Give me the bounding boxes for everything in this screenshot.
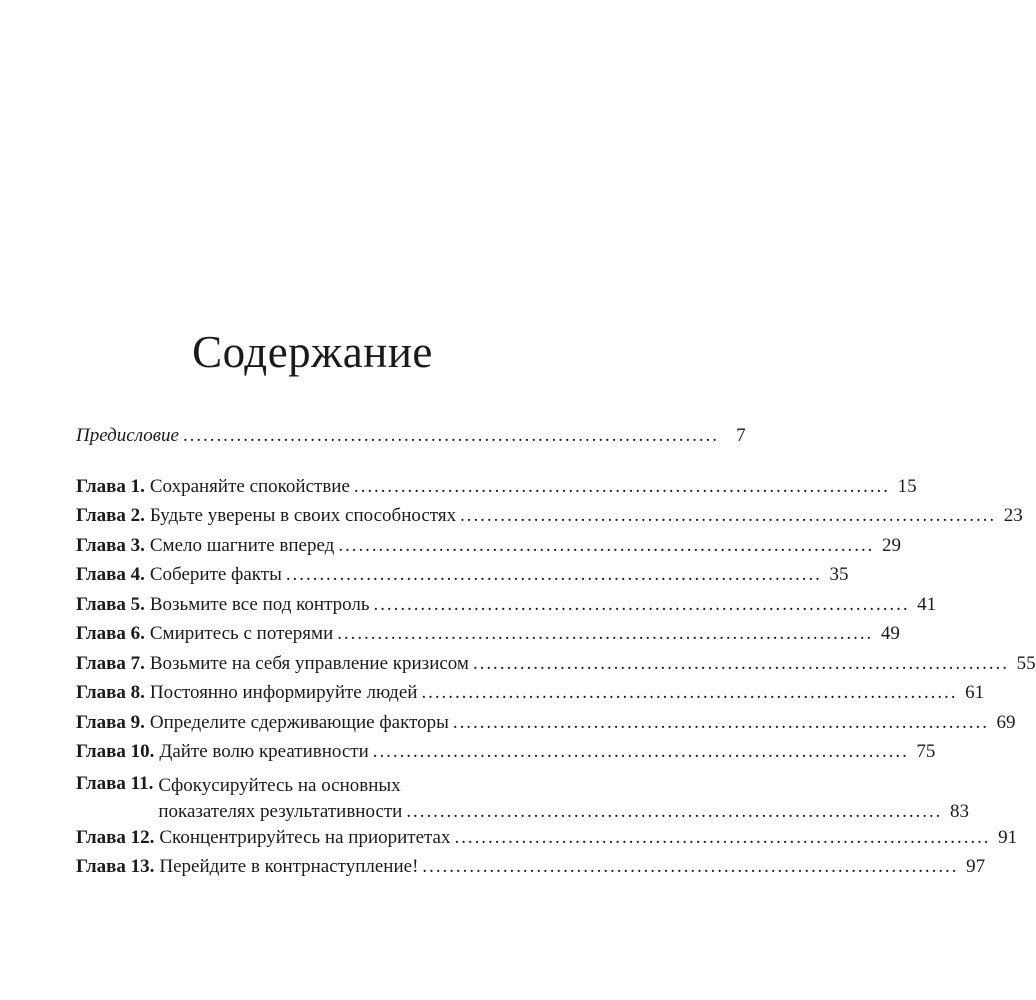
- dot-leader: [286, 564, 819, 586]
- dot-leader: [374, 594, 907, 616]
- chapter-label: Глава 7.: [76, 652, 145, 674]
- dot-leader: [406, 801, 939, 823]
- toc-entry-page: 41: [917, 593, 937, 615]
- toc-entry-page: 69: [996, 711, 1016, 733]
- chapter-label: Глава 2.: [76, 505, 145, 526]
- toc-entry-page: 75: [916, 741, 936, 762]
- toc-entry-chapter-7: [76, 652, 1036, 683]
- toc-entry-chapter-12: [76, 826, 1018, 857]
- toc-entry-chapter-13: [76, 856, 986, 886]
- toc-entry-title: Перейдите в контрнаступление!: [159, 856, 419, 877]
- toc-entry-title: Сконцентрируйтесь на приоритетах: [159, 826, 451, 848]
- toc-entry-title-line-2: показателях результативности: [158, 800, 403, 822]
- dot-leader: [460, 505, 993, 527]
- toc-entry-page: 29: [882, 534, 901, 556]
- dot-leader: [473, 653, 1006, 675]
- toc-entry-chapter-8: [76, 682, 985, 712]
- toc-entry-page: 91: [998, 826, 1018, 848]
- toc-entry-chapter-9: [76, 711, 1016, 742]
- dot-leader: [337, 623, 870, 645]
- dot-leader: [421, 682, 954, 704]
- toc-entry-title: Предисловие: [76, 425, 179, 446]
- chapter-label: Глава 5.: [76, 593, 145, 615]
- toc-entry-title-line-2-row: [158, 801, 969, 823]
- toc-entry-title: Смиритесь с потерями: [149, 623, 334, 644]
- toc-entry-title: Постоянно информируйте людей: [149, 682, 418, 703]
- toc-entry-title: Соберите факты: [149, 564, 282, 585]
- dot-leader: [354, 476, 887, 498]
- chapter-label: Глава 1.: [76, 475, 145, 497]
- toc-entry-chapter-5: [76, 593, 937, 624]
- toc-entry-page: 83: [950, 800, 970, 822]
- toc-entry-chapter-4: [76, 564, 849, 594]
- dot-leader: [338, 535, 871, 557]
- chapter-label: Глава 11.: [76, 772, 154, 794]
- dot-leader: [183, 425, 716, 447]
- toc-entry-title: Возьмите все под контроль: [149, 593, 370, 615]
- table-of-contents: [76, 425, 1036, 886]
- toc-entry-page: 15: [897, 475, 917, 497]
- toc-entry-title-block: [158, 775, 969, 823]
- toc-entry-chapter-2: [76, 505, 1023, 535]
- toc-entry-chapter-3: [76, 534, 901, 565]
- toc-entry-page: 55: [1016, 652, 1036, 674]
- toc-entry-page: 49: [880, 623, 900, 644]
- chapter-label: Глава 4.: [76, 564, 145, 585]
- chapter-label: Глава 10.: [76, 741, 155, 762]
- dot-leader: [455, 827, 988, 849]
- toc-entry-title: Определите сдерживающие факторы: [149, 711, 449, 733]
- toc-entry-page: 35: [829, 564, 849, 585]
- toc-entry-page: 7: [736, 425, 746, 446]
- toc-entry-page: 61: [965, 682, 985, 703]
- toc-entry-title: Возьмите на себя управление кризисом: [149, 652, 469, 674]
- toc-entry-title: Сохраняйте спокойствие: [149, 475, 350, 497]
- chapter-label: Глава 3.: [76, 534, 145, 556]
- chapter-label: Глава 8.: [76, 682, 145, 703]
- toc-entry-preface: [76, 425, 746, 455]
- chapter-label: Глава 9.: [76, 711, 145, 733]
- toc-entry-chapter-11: [76, 771, 970, 827]
- toc-entry-title-line-1: Сфокусируйтесь на основных: [158, 774, 401, 796]
- chapter-label: Глава 13.: [76, 856, 155, 877]
- toc-entry-chapter-1: [76, 475, 917, 506]
- toc-entry-page: 23: [1003, 505, 1023, 526]
- dot-leader: [422, 856, 955, 878]
- toc-entry-title: Будьте уверены в своих способностях: [149, 505, 457, 526]
- chapter-label: Глава 12.: [76, 826, 155, 848]
- toc-entry-title: Смело шагните вперед: [149, 534, 335, 556]
- toc-entry-chapter-10: [76, 741, 936, 771]
- toc-entry-page: 97: [966, 856, 986, 877]
- page-title: Содержание: [192, 327, 433, 377]
- toc-entry-title: Дайте волю креативности: [159, 741, 369, 762]
- chapter-label: Глава 6.: [76, 623, 145, 644]
- toc-entry-chapter-6: [76, 623, 900, 653]
- dot-leader: [373, 741, 906, 763]
- dot-leader: [453, 712, 986, 734]
